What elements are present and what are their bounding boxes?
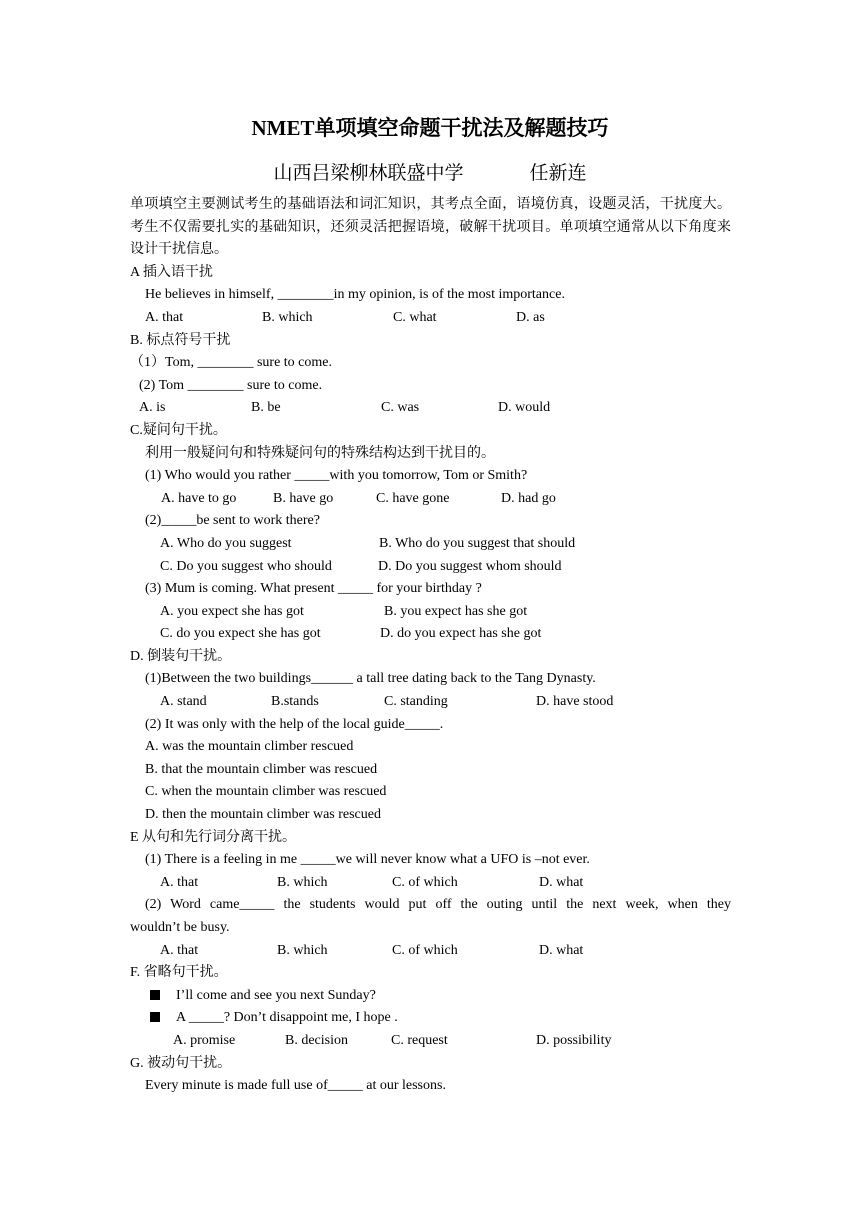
question-text: （1）Tom, ________ sure to come. (130, 355, 332, 371)
author-line (0, 158, 860, 185)
question-text: (2) It was only with the help of the local guide_____. (145, 716, 444, 732)
option: A. Who do you suggest (160, 535, 292, 551)
option: B. have go (273, 490, 334, 506)
intro-paragraph: 单项填空主要测试考生的基础语法和词汇知识，其考点全面，语境仿真，设题灵活，干扰度大。考生不仅需要扎实的基础知识，还须灵活把握语境，破解干扰项目。单项填空通常从以下角度来设计干扰信息。 (130, 197, 731, 258)
options-row (130, 872, 731, 895)
option: B. you expect has she got (384, 603, 528, 619)
section-g-heading: G. 被动句干扰。 (130, 1055, 232, 1071)
option: A. that (160, 874, 199, 890)
question-text: (2)_____be sent to work there? (145, 513, 320, 529)
option: D. have stood (536, 694, 614, 710)
bullet-text: A _____? Don’t disappoint me, I hope . (176, 1010, 398, 1026)
option: B. decision (285, 1032, 348, 1048)
square-bullet-icon (150, 990, 160, 1000)
option: B. which (277, 874, 328, 890)
options-row (130, 1030, 731, 1053)
options-row (130, 533, 731, 556)
document-title: NMET单项填空命题干扰法及解题技巧 (251, 116, 609, 140)
section-f-heading: F. 省略句干扰。 (130, 965, 228, 981)
bullet-text: I’ll come and see you next Sunday? (176, 987, 376, 1003)
options-row (130, 307, 731, 330)
options-row (130, 623, 731, 646)
option: D. what (539, 874, 584, 890)
option: D. possibility (536, 1032, 612, 1048)
option: C. request (391, 1032, 448, 1048)
question-text-continued: wouldn’t be busy. (130, 920, 230, 935)
question-text: (1) There is a feeling in me _____we will never know what a UFO is –not ever. (145, 852, 590, 868)
options-row (130, 940, 731, 963)
option: B.stands (271, 694, 319, 710)
option: A. have to go (161, 490, 237, 506)
option: D. then the mountain climber was rescued (145, 807, 381, 823)
options-row (130, 397, 731, 420)
bullet-line (130, 1007, 731, 1030)
option: B. Who do you suggest that should (379, 535, 576, 551)
question-text: (1) Who would you rather _____with you tomorrow, Tom or Smith? (145, 468, 528, 484)
author-school: 山西吕梁柳林联盛中学 (273, 163, 464, 184)
section-e-heading: E 从句和先行词分离干扰。 (130, 829, 297, 845)
options-row (130, 556, 731, 579)
option: C. what (393, 309, 437, 325)
section-note: 利用一般疑问句和特殊疑问句的特殊结构达到干扰目的。 (145, 445, 495, 461)
option: D. what (539, 942, 584, 958)
question-text: (1)Between the two buildings______ a tall tree dating back to the Tang Dynasty. (145, 671, 596, 687)
option: B. which (277, 942, 328, 958)
section-a-heading: A 插入语干扰 (130, 264, 213, 280)
option: D. Do you suggest whom should (378, 558, 562, 574)
option: D. as (516, 309, 545, 325)
square-bullet-icon (150, 1012, 160, 1022)
bullet-line (130, 985, 731, 1008)
options-row (130, 691, 731, 714)
option: D. would (498, 400, 551, 416)
option: A. was the mountain climber rescued (145, 739, 354, 755)
option: A. you expect she has got (160, 603, 304, 619)
option: B. that the mountain climber was rescued (145, 761, 378, 777)
question-text: (2) Tom ________ sure to come. (139, 377, 323, 393)
document-body (130, 194, 731, 1098)
author-name: 任新连 (529, 163, 587, 184)
option: A. is (139, 400, 166, 416)
question-text: (2) Word came_____ the students would put off the outing until the next week, when they (145, 897, 731, 913)
option: C. of which (392, 942, 458, 958)
section-d-heading: D. 倒装句干扰。 (130, 648, 232, 664)
option: A. stand (160, 694, 207, 710)
question-text: Every minute is made full use of_____ at our lessons. (145, 1078, 446, 1094)
option: B. be (251, 400, 281, 416)
options-row (130, 488, 731, 511)
option: D. do you expect has she got (380, 626, 542, 642)
option: C. of which (392, 874, 458, 890)
option: C. was (381, 400, 420, 416)
question-text: (3) Mum is coming. What present _____ for your birthday ? (145, 581, 482, 597)
section-b-heading: B. 标点符号干扰 (130, 332, 231, 348)
option: A. that (160, 942, 199, 958)
section-c-heading: C.疑问句干扰。 (130, 422, 227, 438)
options-row (130, 601, 731, 624)
option: C. Do you suggest who should (160, 558, 332, 574)
option: D. had go (501, 490, 556, 506)
question-text: He believes in himself, ________in my opinion, is of the most importance. (145, 287, 565, 303)
option: A. promise (173, 1032, 236, 1048)
option: B. which (262, 309, 313, 325)
option: C. when the mountain climber was rescued (145, 784, 387, 800)
option: A. that (145, 309, 184, 325)
option: C. have gone (376, 490, 450, 506)
option: C. standing (384, 694, 448, 710)
option: C. do you expect she has got (160, 626, 321, 642)
